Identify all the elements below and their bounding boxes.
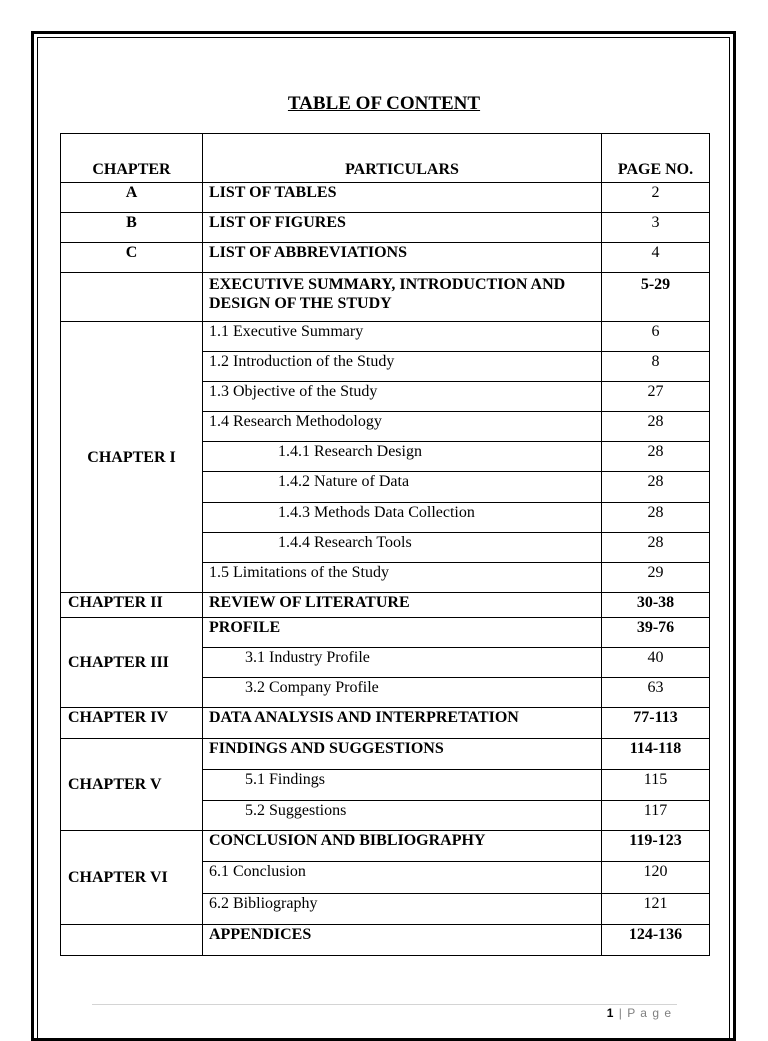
page-cell: 28 xyxy=(602,442,710,472)
chapter-cell: CHAPTER I xyxy=(61,322,203,593)
chapter-cell: CHAPTER IV xyxy=(61,708,203,739)
particulars-cell: 5.1 Findings xyxy=(203,770,602,801)
page-title: TABLE OF CONTENT xyxy=(287,93,481,114)
page-footer xyxy=(607,1006,672,1020)
particulars-cell: 1.4.2 Nature of Data xyxy=(203,472,602,503)
particulars-cell: 3.1 Industry Profile xyxy=(203,648,602,678)
particulars-cell: PROFILE xyxy=(203,618,602,648)
page-cell: 2 xyxy=(602,183,710,213)
table-row xyxy=(61,618,710,648)
particulars-cell: DATA ANALYSIS AND INTERPRETATION xyxy=(203,708,602,739)
page-cell: 28 xyxy=(602,533,710,563)
page-cell: 124-136 xyxy=(602,925,710,956)
chapter-cell xyxy=(61,273,203,322)
particulars-cell: 1.4.4 Research Tools xyxy=(203,533,602,563)
page-cell: 3 xyxy=(602,213,710,243)
page-cell: 77-113 xyxy=(602,708,710,739)
footer-page-number: 1 xyxy=(606,1006,615,1020)
chapter-cell: CHAPTER II xyxy=(61,593,203,618)
table-row xyxy=(61,243,710,273)
page-cell: 28 xyxy=(602,472,710,503)
table-row xyxy=(61,183,710,213)
table-row xyxy=(61,831,710,862)
chapter-cell: CHAPTER V xyxy=(61,739,203,831)
particulars-cell: LIST OF ABBREVIATIONS xyxy=(203,243,602,273)
chapter-cell: B xyxy=(61,213,203,243)
particulars-cell: 1.1 Executive Summary xyxy=(203,322,602,352)
page-cell: 27 xyxy=(602,382,710,412)
particulars-cell: FINDINGS AND SUGGESTIONS xyxy=(203,739,602,770)
particulars-cell: 1.4.3 Methods Data Collection xyxy=(203,503,602,533)
page-cell: 40 xyxy=(602,648,710,678)
chapter-cell: CHAPTER III xyxy=(61,618,203,708)
page-cell: 8 xyxy=(602,352,710,382)
particulars-cell: 1.3 Objective of the Study xyxy=(203,382,602,412)
table-of-contents xyxy=(60,133,710,956)
chapter-cell: C xyxy=(61,243,203,273)
table-row xyxy=(61,273,710,322)
page-cell: 6 xyxy=(602,322,710,352)
particulars-cell: CONCLUSION AND BIBLIOGRAPHY xyxy=(203,831,602,862)
particulars-cell: LIST OF TABLES xyxy=(203,183,602,213)
particulars-cell: REVIEW OF LITERATURE xyxy=(203,593,602,618)
footer-page-label: P a g e xyxy=(627,1006,672,1020)
page-cell: 63 xyxy=(602,678,710,708)
page-cell: 28 xyxy=(602,503,710,533)
page-cell: 119-123 xyxy=(602,831,710,862)
chapter-cell xyxy=(61,925,203,956)
table-row xyxy=(61,593,710,618)
table-row xyxy=(61,708,710,739)
page-cell: 114-118 xyxy=(602,739,710,770)
particulars-cell: 5.2 Suggestions xyxy=(203,801,602,831)
table-row xyxy=(61,925,710,956)
particulars-cell: 6.2 Bibliography xyxy=(203,894,602,925)
particulars-cell: 1.4 Research Methodology xyxy=(203,412,602,442)
header-particulars: PARTICULARS xyxy=(203,134,602,183)
particulars-cell: 3.2 Company Profile xyxy=(203,678,602,708)
footer-separator: | xyxy=(618,1006,623,1020)
page-cell: 39-76 xyxy=(602,618,710,648)
page-cell: 120 xyxy=(602,862,710,894)
page-cell: 4 xyxy=(602,243,710,273)
particulars-cell: LIST OF FIGURES xyxy=(203,213,602,243)
chapter-cell: A xyxy=(61,183,203,213)
table-header-row xyxy=(61,134,710,183)
page-cell: 30-38 xyxy=(602,593,710,618)
particulars-cell: 1.4.1 Research Design xyxy=(203,442,602,472)
particulars-cell: 1.5 Limitations of the Study xyxy=(203,563,602,593)
page-cell: 115 xyxy=(602,770,710,801)
chapter-cell: CHAPTER VI xyxy=(61,831,203,925)
footer-divider xyxy=(92,1004,677,1005)
page-cell: 5-29 xyxy=(602,273,710,322)
table-row xyxy=(61,213,710,243)
table-row xyxy=(61,322,710,352)
header-chapter: CHAPTER xyxy=(61,134,203,183)
particulars-cell: EXECUTIVE SUMMARY, INTRODUCTION AND DESIGN OF THE STUDY xyxy=(203,273,602,322)
header-page-no: PAGE NO. xyxy=(602,134,710,183)
page-cell: 28 xyxy=(602,412,710,442)
particulars-cell: 1.2 Introduction of the Study xyxy=(203,352,602,382)
table-row xyxy=(61,739,710,770)
page-cell: 117 xyxy=(602,801,710,831)
particulars-cell: 6.1 Conclusion xyxy=(203,862,602,894)
particulars-cell: APPENDICES xyxy=(203,925,602,956)
page-cell: 29 xyxy=(602,563,710,593)
page-cell: 121 xyxy=(602,894,710,925)
